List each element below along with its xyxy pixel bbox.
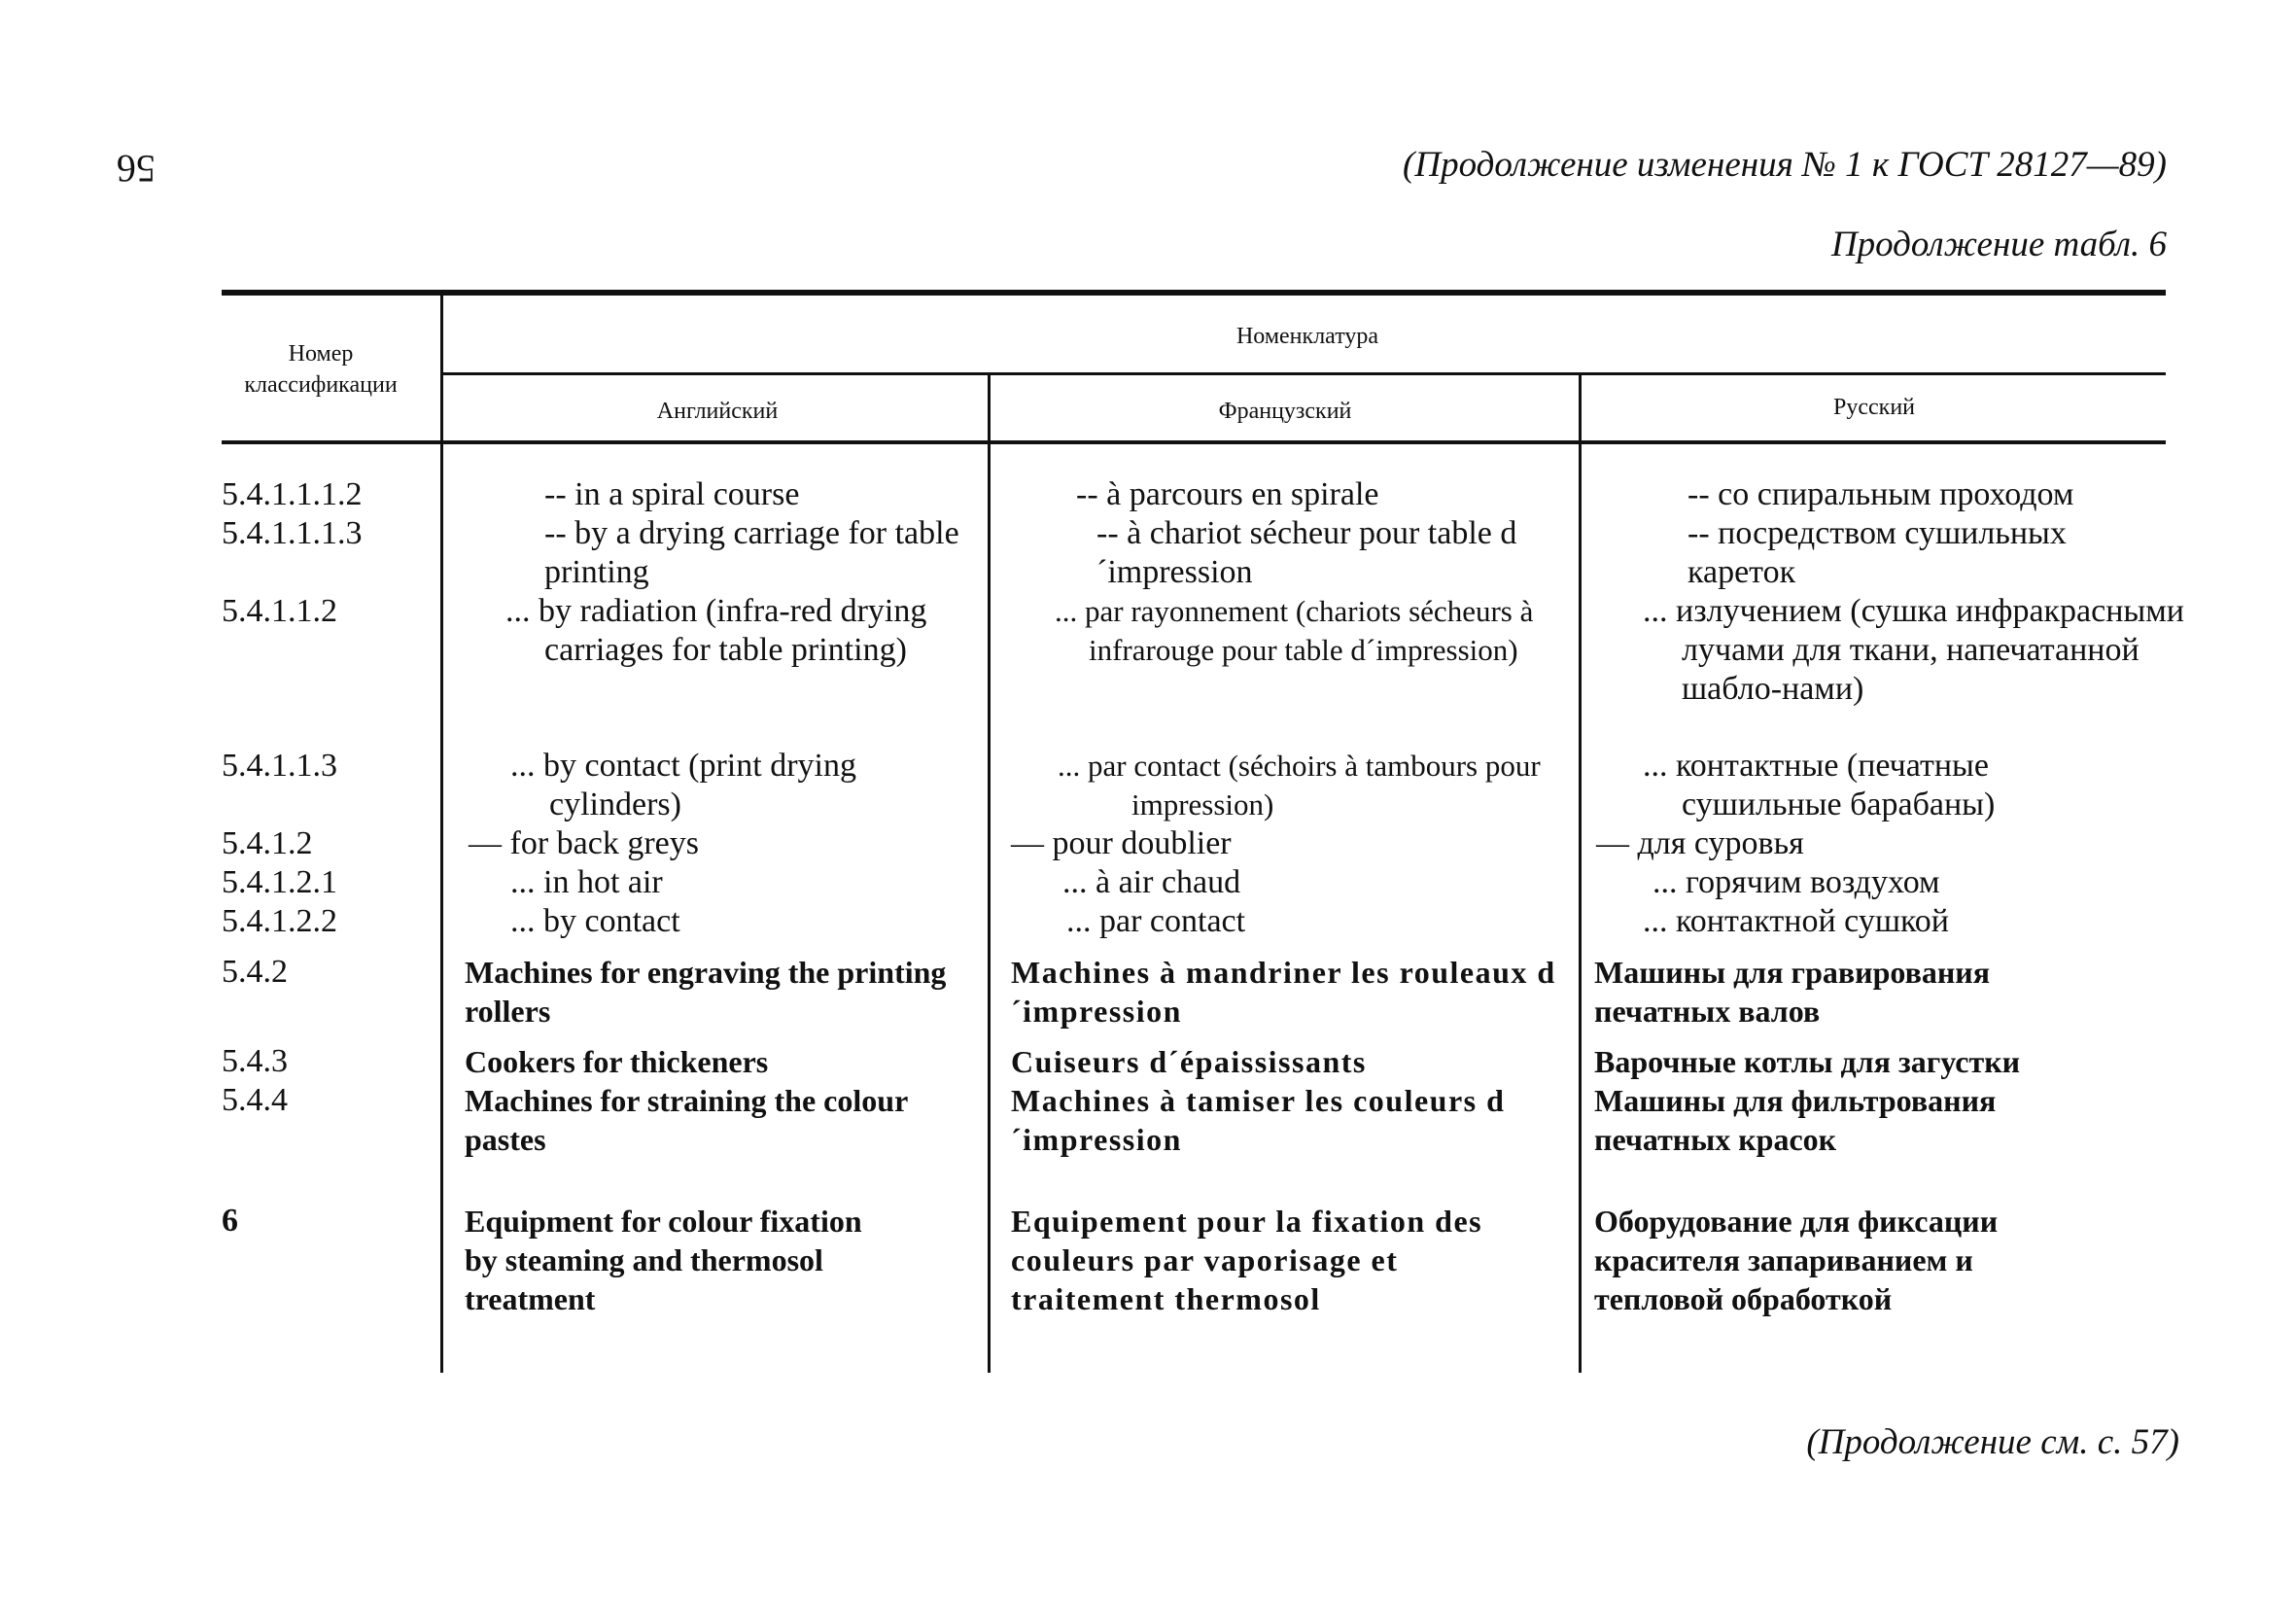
table-top-rule — [222, 290, 2166, 296]
row-english: Cookers for thickeners — [465, 1044, 769, 1079]
nomenclature-divider — [442, 372, 2166, 375]
row-number: 5.4.1.1.2 — [222, 593, 337, 629]
header-number: Номер классификации — [244, 341, 398, 399]
row-number: 6 — [222, 1203, 238, 1239]
row-french: ... à air chaud — [1062, 864, 1241, 900]
row-number: 5.4.1.2 — [222, 825, 313, 861]
row-english: — for back greys — [469, 825, 699, 861]
row-number: 5.4.4 — [222, 1082, 288, 1118]
row-russian: ... контактной сушкой — [1643, 903, 1949, 939]
row-english: -- by a drying carriage for table printing — [544, 515, 959, 590]
continuation-note: (Продолжение см. с. 57) — [1806, 1422, 2179, 1462]
row-english: Machines for engraving the printing rollers — [465, 955, 947, 1029]
row-russian: Варочные котлы для загустки — [1594, 1044, 2021, 1079]
header-french: Французский — [1218, 399, 1352, 424]
row-french: Machines à tamiser les couleurs d´impression — [1011, 1083, 1506, 1157]
row-number: 5.4.2 — [222, 954, 288, 990]
row-french: — pour doublier — [1011, 825, 1232, 861]
row-russian: ... контактные (печатные сушильные барабаны) — [1643, 748, 1996, 822]
column-divider-1 — [440, 294, 443, 1373]
row-french: Cuiseurs d´épaississants — [1011, 1044, 1367, 1079]
row-number: 5.4.1.2.2 — [222, 903, 337, 939]
header-nomenclature: Номенклатура — [1235, 324, 1379, 349]
page-number: 56 — [117, 147, 156, 191]
row-french: ... par contact (séchoirs à tambours pour impression) — [1058, 749, 1541, 821]
row-english: Equipment for colour fixation by steaming and thermosol treatment — [465, 1204, 862, 1316]
row-french: -- à parcours en spirale — [1076, 476, 1379, 512]
row-russian: Оборудование для фиксации красителя запариванием и тепловой обработкой — [1594, 1204, 1999, 1316]
row-russian: -- посредством сушильных кареток — [1687, 515, 2067, 590]
header-russian: Русский — [1833, 395, 1915, 420]
row-number: 5.4.1.1.1.3 — [222, 515, 363, 551]
row-english: ... by contact — [510, 903, 680, 939]
row-french: Equipement pour la fixation des couleurs par vaporisage et traitement thermosol — [1011, 1204, 1483, 1316]
row-number: 5.4.1.1.1.2 — [222, 476, 363, 512]
row-english: ... by contact (print drying cylinders) — [510, 748, 856, 822]
row-english: -- in a spiral course — [544, 476, 800, 512]
row-russian: ... горячим воздухом — [1652, 864, 1940, 900]
row-french: -- à chariot sécheur pour table d´impression — [1096, 515, 1517, 590]
row-french: Machines à mandriner les rouleaux d´impression — [1011, 955, 1556, 1029]
row-russian: — для суровья — [1596, 825, 1804, 861]
row-russian: -- со спиральным проходом — [1687, 476, 2074, 512]
table-continuation-label: Продолжение табл. 6 — [1830, 225, 2167, 264]
row-russian: Машины для фильтрования печатных красок — [1594, 1083, 1997, 1157]
row-english: ... by radiation (infra-red drying carriages for table printing) — [505, 593, 927, 668]
row-french: ... par rayonnement (chariots sécheurs à infrarouge pour table d´impression) — [1055, 594, 1534, 667]
row-french: ... par contact — [1066, 903, 1246, 939]
row-number: 5.4.1.1.3 — [222, 748, 337, 784]
header-bottom-rule — [222, 440, 2166, 444]
row-number: 5.4.3 — [222, 1043, 288, 1079]
row-russian: Машины для гравирования печатных валов — [1594, 955, 1991, 1029]
row-number: 5.4.1.2.1 — [222, 864, 337, 900]
document-header: (Продолжение изменения № 1 к ГОСТ 28127—89) — [1403, 145, 2167, 185]
row-english: Machines for straining the colour pastes — [465, 1083, 908, 1157]
header-english: Английский — [656, 399, 779, 424]
row-english: ... in hot air — [510, 864, 663, 900]
row-russian: ... излучением (сушка инфракрасными лучами для ткани, напечатанной шабло-нами) — [1643, 593, 2184, 707]
